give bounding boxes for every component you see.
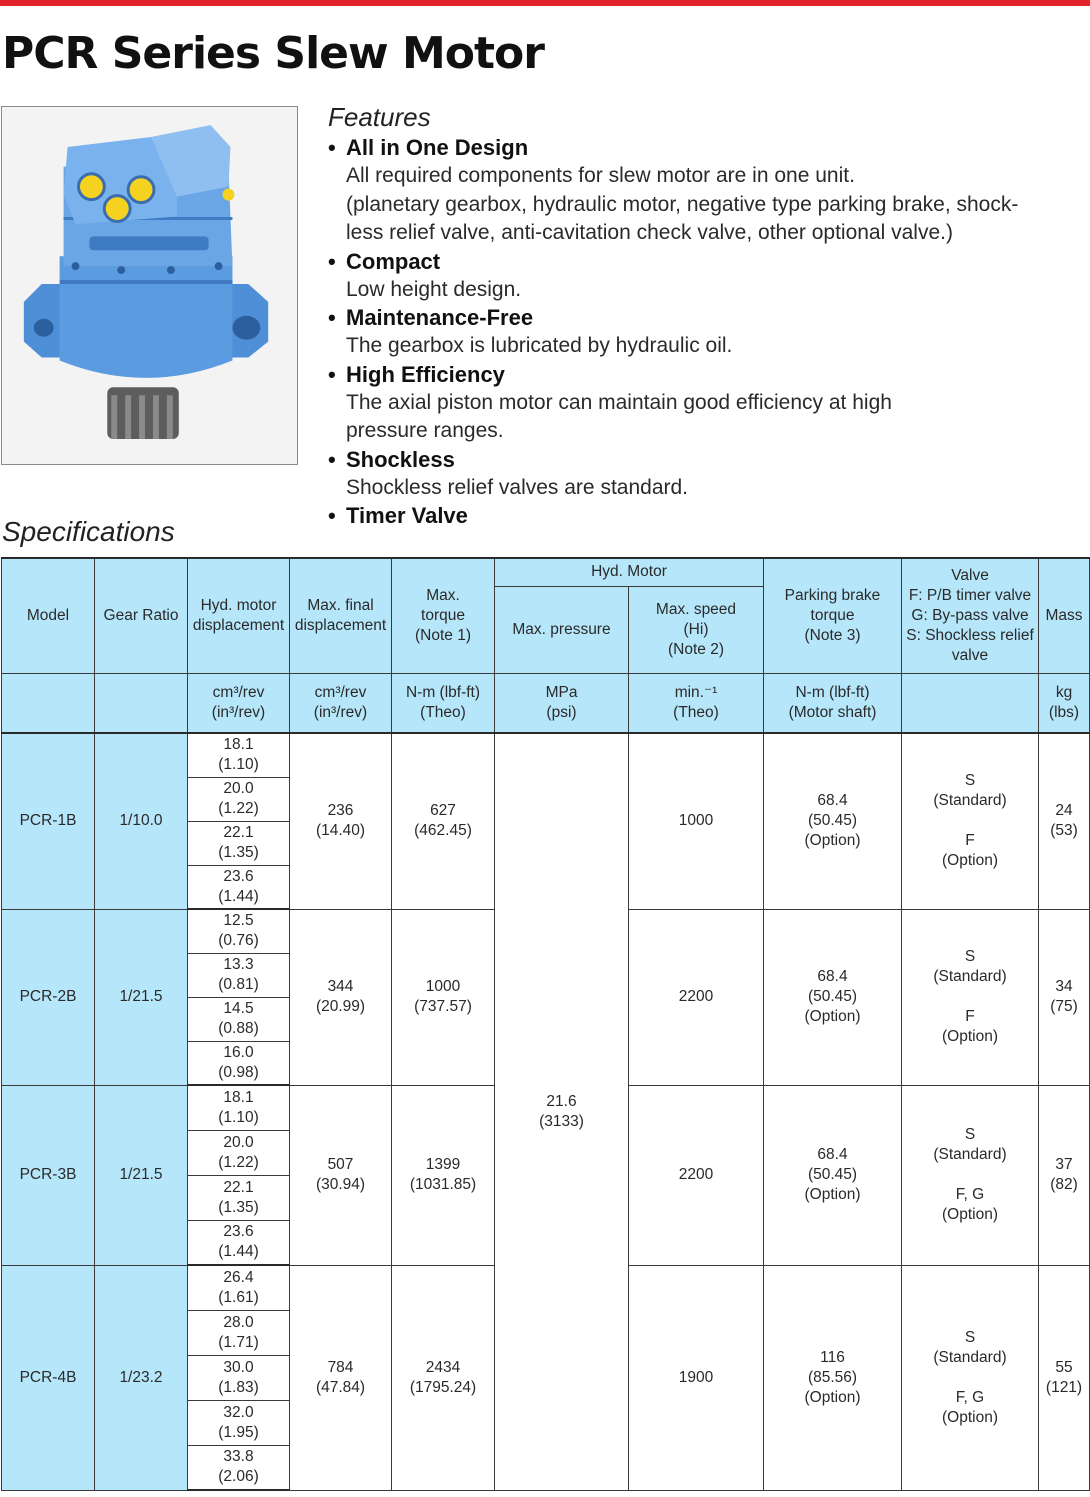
feature-desc: All required components for slew motor are in one unit. (planetary gearbox, hydraulic motor, negative type parking brake, shock- less relief valve, anti-cavitation check valve, other optional valve.) [346,164,1019,244]
feature-shockless [328,446,1090,503]
specifications-table [1,557,1090,1491]
feature-title: • All in One Design [346,134,1090,162]
port-cap-2 [128,177,154,203]
cell-hyd-displacement: 33.8 (2.06) [188,1445,290,1490]
unit-model-blank [2,673,95,733]
cell-hyd-displacement: 20.0 (1.22) [188,777,290,821]
top-accent-bar [0,0,1090,6]
cell-hyd-displacement: 14.5 (0.88) [188,997,290,1041]
cell-max-pressure: 21.6 (3133) [495,733,629,1490]
cell-model: PCR-3B [2,1085,95,1265]
unit-hyd-displacement: cm³/rev (in³/rev) [188,673,290,733]
cell-parking-brake: 116 (85.56) (Option) [764,1265,902,1490]
cell-hyd-displacement: 28.0 (1.71) [188,1310,290,1355]
feature-title: • Maintenance-Free [346,304,1090,332]
pinion-gear [107,387,179,439]
cell-max-torque: 1000 (737.57) [392,909,495,1085]
features-heading: Features [328,102,431,132]
header-max-speed: Max. speed (Hi) (Note 2) [629,586,764,673]
unit-ratio-blank [95,673,188,733]
cell-max-speed: 1000 [629,733,764,909]
cell-parking-brake: 68.4 (50.45) (Option) [764,1085,902,1265]
cell-final-displacement: 344 (20.99) [290,909,392,1085]
cell-max-torque: 2434 (1795.24) [392,1265,495,1490]
feature-title: • High Efficiency [346,361,1090,389]
cell-model: PCR-4B [2,1265,95,1490]
header-max-torque: Max. torque (Note 1) [392,558,495,673]
cell-parking-brake: 68.4 (50.45) (Option) [764,909,902,1085]
cell-max-speed: 1900 [629,1265,764,1490]
header-hyd-motor-group: Hyd. Motor [495,558,764,586]
cell-valve: S (Standard) F, G (Option) [902,1265,1039,1490]
cell-final-displacement: 507 (30.94) [290,1085,392,1265]
cell-hyd-displacement: 18.1 (1.10) [188,1085,290,1130]
header-parking-brake: Parking brake torque (Note 3) [764,558,902,673]
cell-mass: 55 (121) [1039,1265,1090,1490]
cell-hyd-displacement: 16.0 (0.98) [188,1041,290,1085]
cell-hyd-displacement: 30.0 (1.83) [188,1355,290,1400]
feature-title: • Compact [346,248,1090,276]
cell-mass: 24 (53) [1039,733,1090,909]
cell-hyd-displacement: 22.1 (1.35) [188,1175,290,1220]
unit-mass: kg (lbs) [1039,673,1090,733]
header-gear-ratio: Gear Ratio [95,558,188,673]
feature-all-in-one [328,134,1090,248]
cell-mass: 37 (82) [1039,1085,1090,1265]
header-mass: Mass [1039,558,1090,673]
unit-speed: min.⁻¹ (Theo) [629,673,764,733]
feature-maintenance-free [328,304,1090,361]
unit-torque: N-m (lbf-ft) (Theo) [392,673,495,733]
cell-hyd-displacement: 13.3 (0.81) [188,953,290,997]
cell-valve: S (Standard) F, G (Option) [902,1085,1039,1265]
features-section [328,100,1090,530]
feature-desc: Low height design. [346,277,522,301]
cell-hyd-displacement: 23.6 (1.44) [188,1220,290,1265]
header-hyd-displacement: Hyd. motor displacement [188,558,290,673]
cell-valve: S (Standard) F (Option) [902,733,1039,909]
cell-valve: S (Standard) F (Option) [902,909,1039,1085]
slew-motor-illustration [2,107,297,464]
cell-hyd-displacement: 22.1 (1.35) [188,821,290,865]
cell-hyd-displacement: 12.5 (0.76) [188,909,290,953]
cell-final-displacement: 236 (14.40) [290,733,392,909]
specifications-heading: Specifications [2,516,175,547]
port-cap-3 [104,196,130,222]
header-final-displacement: Max. final displacement [290,558,392,673]
cell-parking-brake: 68.4 (50.45) (Option) [764,733,902,909]
cell-model: PCR-2B [2,909,95,1085]
cell-gear-ratio: 1/21.5 [95,909,188,1085]
feature-high-efficiency [328,361,1090,446]
feature-timer-valve [328,502,1090,530]
cell-hyd-displacement: 18.1 (1.10) [188,733,290,777]
cell-max-speed: 2200 [629,1085,764,1265]
unit-brake: N-m (lbf-ft) (Motor shaft) [764,673,902,733]
cell-max-torque: 627 (462.45) [392,733,495,909]
cell-max-torque: 1399 (1031.85) [392,1085,495,1265]
header-max-pressure: Max. pressure [495,586,629,673]
product-photo [1,106,298,465]
feature-title: • Timer Valve [346,502,1090,530]
cell-final-displacement: 784 (47.84) [290,1265,392,1490]
cell-mass: 34 (75) [1039,909,1090,1085]
feature-desc: The gearbox is lubricated by hydraulic oil. [346,334,733,357]
unit-pressure: MPa (psi) [495,673,629,733]
cell-gear-ratio: 1/10.0 [95,733,188,909]
cell-gear-ratio: 1/21.5 [95,1085,188,1265]
feature-compact [328,248,1090,305]
unit-valve [902,673,1039,733]
cell-hyd-displacement: 20.0 (1.22) [188,1130,290,1175]
feature-desc: Shockless relief valves are standard. [346,475,688,499]
cell-max-speed: 2200 [629,909,764,1085]
unit-final-displacement: cm³/rev (in³/rev) [290,673,392,733]
cell-hyd-displacement: 26.4 (1.61) [188,1265,290,1310]
cell-gear-ratio: 1/23.2 [95,1265,188,1490]
feature-title: • Shockless [346,446,1090,474]
cell-hyd-displacement: 32.0 (1.95) [188,1400,290,1445]
page-title: PCR Series Slew Motor [2,28,544,79]
header-model: Model [2,558,95,673]
header-valve: Valve F: P/B timer valve G: By-pass valve S: Shockless relief valve [902,558,1039,673]
cell-model: PCR-1B [2,733,95,909]
feature-desc: The axial piston motor can maintain good efficiency at high pressure ranges. [346,390,892,442]
port-cap-1 [78,174,104,200]
cell-hyd-displacement: 23.6 (1.44) [188,865,290,909]
